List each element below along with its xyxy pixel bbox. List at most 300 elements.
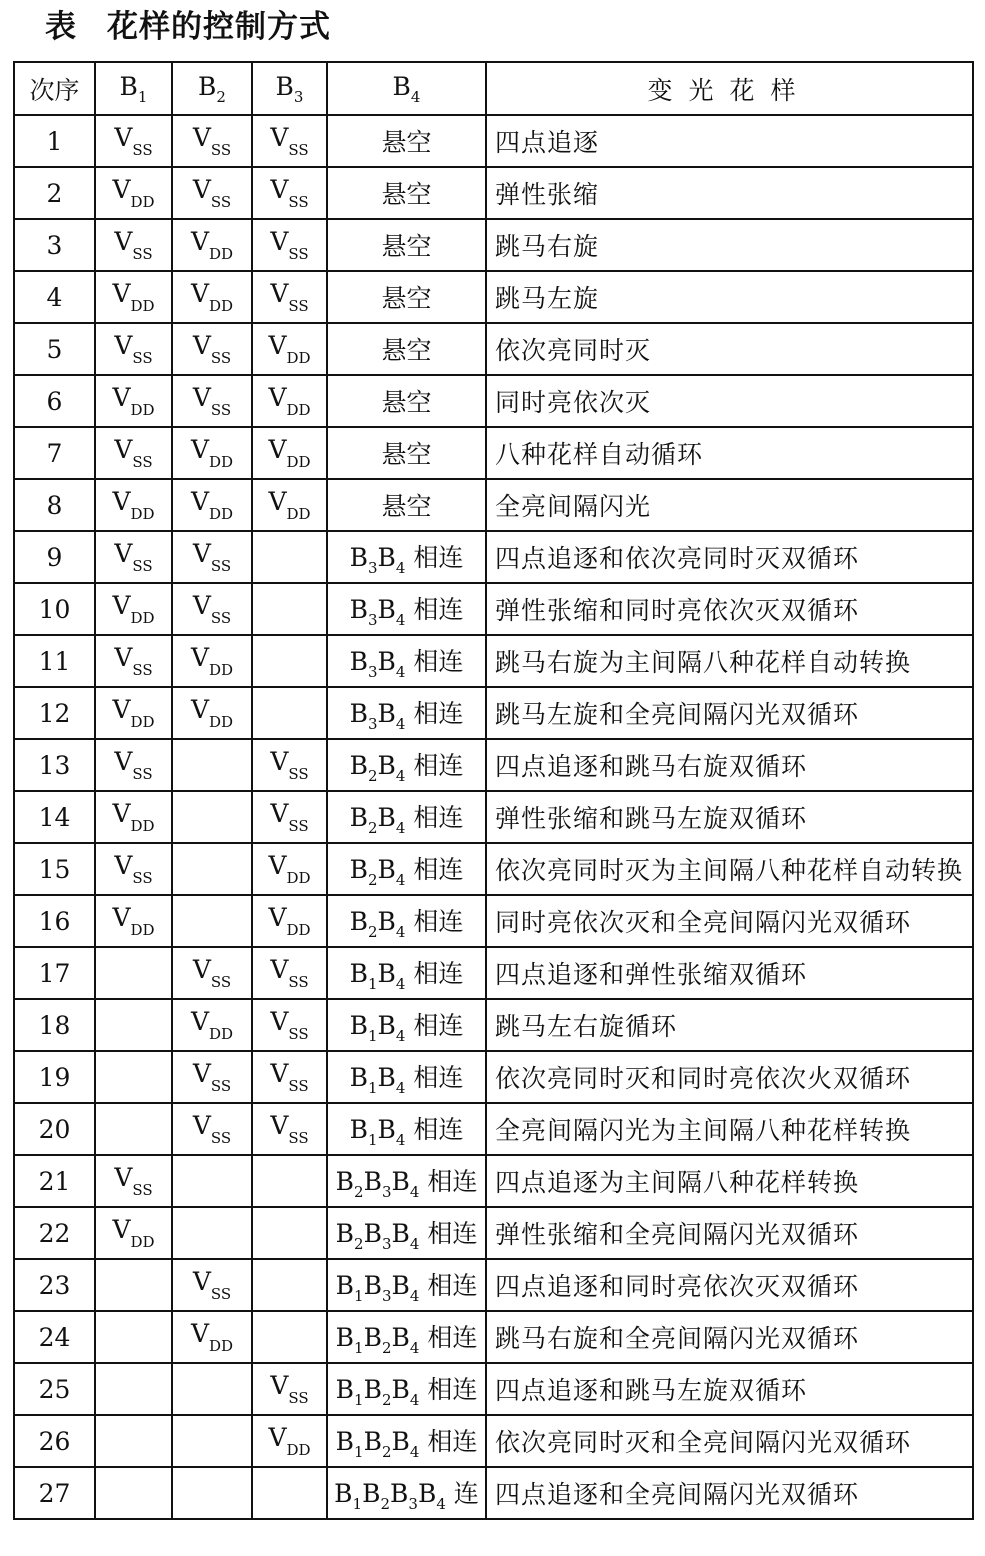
voltage-subscript: SS (132, 869, 153, 887)
voltage-subscript: DD (130, 817, 155, 835)
voltage-subscript: DD (209, 297, 234, 315)
b4-part-subscript: 4 (395, 818, 406, 837)
b4-part-subscript: 1 (354, 1442, 364, 1461)
cell-b4 (327, 739, 486, 791)
cell-b1 (95, 739, 172, 791)
voltage-symbol: V (112, 799, 131, 828)
voltage-symbol: V (190, 1007, 209, 1036)
voltage-subscript: DD (286, 453, 311, 471)
voltage-symbol: V (114, 435, 133, 464)
cell-b4 (327, 1311, 486, 1363)
table-row (14, 167, 973, 219)
voltage-subscript: SS (210, 1129, 232, 1147)
b4-part: B (335, 1218, 355, 1248)
cell-b2 (172, 895, 252, 947)
b4-part: 相连 (405, 750, 464, 780)
cell-b1 (95, 219, 172, 271)
b4-part: B (349, 542, 368, 572)
cell-seq: 8 (14, 479, 95, 531)
cell-seq: 10 (14, 583, 95, 635)
voltage-symbol: V (268, 383, 287, 412)
b4-part: B (335, 1166, 355, 1196)
voltage-symbol: V (112, 383, 131, 412)
table-row (14, 1051, 973, 1103)
cell-seq: 19 (14, 1051, 95, 1103)
b4-part: B (377, 750, 396, 780)
cell-pattern: 四点追逐和跳马右旋双循环 (486, 739, 973, 791)
cell-b4 (327, 1155, 486, 1207)
cell-pattern: 弹性张缩和全亮间隔闪光双循环 (486, 1207, 973, 1259)
table-row (14, 375, 973, 427)
b4-part-subscript: 4 (395, 558, 406, 577)
header-b2-main: B (198, 71, 217, 101)
voltage-symbol: V (268, 331, 287, 360)
b4-part: B (349, 594, 368, 624)
cell-b4 (327, 687, 486, 739)
b4-part-subscript: 3 (367, 610, 378, 629)
table-row (14, 1155, 973, 1207)
b4-part-subscript: 1 (367, 1026, 378, 1045)
b4-part: 悬空 (381, 492, 432, 521)
voltage-symbol: V (190, 487, 209, 516)
cell-b3 (252, 1363, 327, 1415)
cell-b2 (172, 219, 252, 271)
cell-b3 (252, 1207, 327, 1259)
voltage-symbol: V (112, 175, 131, 204)
cell-b1 (95, 843, 172, 895)
voltage-symbol: V (190, 227, 209, 256)
cell-b2 (172, 1259, 252, 1311)
voltage-subscript: DD (130, 401, 155, 419)
title-prefix: 表 (45, 9, 77, 45)
table-row (14, 323, 973, 375)
voltage-subscript: DD (209, 1337, 234, 1355)
b4-part: B (363, 1270, 382, 1300)
b4-part: B (377, 854, 396, 884)
cell-b4 (327, 843, 486, 895)
header-seq-label: 次序 (29, 75, 80, 105)
b4-part-subscript: 4 (409, 1338, 420, 1357)
table-row (14, 531, 973, 583)
cell-b4 (327, 583, 486, 635)
voltage-symbol: V (190, 643, 209, 672)
cell-b1 (95, 947, 172, 999)
b4-part: 相连 (405, 1010, 464, 1040)
voltage-symbol: V (270, 1111, 289, 1140)
b4-part: 相连 (405, 854, 464, 884)
table-row (14, 1207, 973, 1259)
b4-part: B (391, 1374, 410, 1404)
b4-part: 连 (445, 1478, 479, 1508)
cell-pattern: 跳马左右旋循环 (486, 999, 973, 1051)
b4-part: B (349, 646, 368, 676)
b4-part: 相连 (419, 1218, 478, 1248)
cell-seq: 22 (14, 1207, 95, 1259)
b4-part: B (377, 542, 396, 572)
cell-seq: 21 (14, 1155, 95, 1207)
cell-b3 (252, 1051, 327, 1103)
cell-b4 (327, 1051, 486, 1103)
cell-b4 (327, 1467, 486, 1519)
header-b4-main: B (392, 71, 411, 101)
b4-part: 相连 (405, 802, 464, 832)
b4-part-subscript: 3 (367, 558, 378, 577)
b4-part: B (377, 802, 396, 832)
cell-b1 (95, 323, 172, 375)
voltage-subscript: DD (286, 1441, 311, 1459)
cell-b2 (172, 375, 252, 427)
cell-b1 (95, 1207, 172, 1259)
b4-part-subscript: 2 (367, 766, 378, 785)
cell-b3 (252, 531, 327, 583)
cell-b3 (252, 635, 327, 687)
voltage-symbol: V (268, 903, 287, 932)
voltage-symbol: V (270, 227, 289, 256)
voltage-symbol: V (112, 487, 131, 516)
voltage-subscript: DD (209, 245, 234, 263)
b4-part-subscript: 1 (367, 1130, 378, 1149)
b4-part-subscript: 4 (409, 1442, 420, 1461)
cell-seq: 1 (14, 115, 95, 167)
header-b2 (172, 62, 252, 115)
b4-part-subscript: 4 (395, 974, 406, 993)
voltage-subscript: SS (210, 973, 232, 991)
b4-part: B (363, 1218, 382, 1248)
b4-part: B (335, 1374, 355, 1404)
cell-b1 (95, 895, 172, 947)
voltage-symbol: V (114, 539, 133, 568)
voltage-symbol: V (114, 643, 133, 672)
b4-part: B (377, 594, 396, 624)
voltage-subscript: SS (210, 349, 232, 367)
cell-b4 (327, 635, 486, 687)
voltage-symbol: V (192, 123, 211, 152)
voltage-symbol: V (192, 1267, 211, 1296)
voltage-subscript: SS (132, 245, 153, 263)
b4-part-subscript: 4 (409, 1182, 420, 1201)
cell-seq: 17 (14, 947, 95, 999)
cell-b2 (172, 323, 252, 375)
cell-b1 (95, 1155, 172, 1207)
b4-part-subscript: 2 (367, 818, 378, 837)
b4-part: B (391, 1426, 410, 1456)
b4-part: B (349, 750, 368, 780)
cell-b3 (252, 167, 327, 219)
cell-pattern: 弹性张缩和同时亮依次灭双循环 (486, 583, 973, 635)
voltage-subscript: DD (130, 609, 155, 627)
voltage-subscript: DD (286, 921, 311, 939)
voltage-symbol: V (190, 695, 209, 724)
cell-pattern: 同时亮依次灭 (486, 375, 973, 427)
cell-b4 (327, 1207, 486, 1259)
cell-seq: 6 (14, 375, 95, 427)
voltage-symbol: V (114, 227, 133, 256)
b4-part: B (334, 1478, 353, 1508)
b4-part: 相连 (419, 1270, 478, 1300)
header-b1 (95, 62, 172, 115)
b4-part-subscript: 3 (367, 662, 378, 681)
cell-b3 (252, 1155, 327, 1207)
header-b1-main: B (119, 71, 138, 101)
table-row (14, 1103, 973, 1155)
voltage-subscript: SS (132, 765, 153, 783)
header-b3 (252, 62, 327, 115)
b4-part: 悬空 (381, 128, 432, 157)
b4-part: 相连 (419, 1426, 478, 1456)
voltage-symbol: V (114, 1163, 133, 1192)
cell-b4 (327, 167, 486, 219)
voltage-subscript: SS (288, 1077, 309, 1095)
voltage-subscript: DD (286, 401, 311, 419)
voltage-symbol: V (112, 279, 131, 308)
b4-part: 悬空 (381, 388, 432, 417)
voltage-subscript: SS (210, 1077, 232, 1095)
voltage-symbol: V (268, 487, 287, 516)
b4-part: B (377, 646, 396, 676)
voltage-symbol: V (112, 903, 131, 932)
b4-part: 相连 (419, 1166, 478, 1196)
header-b1-sub: 1 (137, 87, 148, 106)
table-row (14, 843, 973, 895)
voltage-subscript: SS (288, 1129, 309, 1147)
b4-part-subscript: 1 (354, 1286, 364, 1305)
cell-seq: 13 (14, 739, 95, 791)
voltage-symbol: V (270, 1007, 289, 1036)
voltage-subscript: SS (288, 765, 309, 783)
b4-part: B (349, 958, 368, 988)
table-row (14, 219, 973, 271)
cell-b1 (95, 375, 172, 427)
header-b4 (327, 62, 486, 115)
cell-pattern: 四点追逐和全亮间隔闪光双循环 (486, 1467, 973, 1519)
cell-b1 (95, 1103, 172, 1155)
cell-b3 (252, 843, 327, 895)
voltage-subscript: SS (132, 557, 153, 575)
b4-part: B (349, 906, 368, 936)
cell-pattern: 八种花样自动循环 (486, 427, 973, 479)
cell-pattern: 四点追逐和依次亮同时灭双循环 (486, 531, 973, 583)
cell-b2 (172, 947, 252, 999)
voltage-symbol: V (270, 175, 289, 204)
header-seq (14, 62, 95, 115)
b4-part: B (390, 1478, 409, 1508)
cell-b3 (252, 947, 327, 999)
table-body (14, 115, 973, 1519)
voltage-symbol: V (192, 1059, 211, 1088)
cell-b3 (252, 1415, 327, 1467)
table-row (14, 895, 973, 947)
cell-b1 (95, 1051, 172, 1103)
cell-pattern: 弹性张缩 (486, 167, 973, 219)
voltage-subscript: SS (288, 193, 309, 211)
b4-part-subscript: 3 (381, 1182, 392, 1201)
cell-pattern: 跳马左旋和全亮间隔闪光双循环 (486, 687, 973, 739)
cell-b1 (95, 791, 172, 843)
cell-b3 (252, 895, 327, 947)
header-row (14, 62, 973, 115)
cell-seq: 24 (14, 1311, 95, 1363)
cell-b2 (172, 1311, 252, 1363)
voltage-subscript: SS (288, 141, 309, 159)
voltage-subscript: DD (130, 713, 155, 731)
voltage-subscript: SS (288, 297, 309, 315)
b4-part: B (349, 854, 368, 884)
voltage-symbol: V (268, 435, 287, 464)
b4-part: B (363, 1374, 382, 1404)
cell-b3 (252, 687, 327, 739)
voltage-symbol: V (114, 123, 133, 152)
header-b3-sub: 3 (293, 87, 304, 106)
cell-b2 (172, 427, 252, 479)
cell-b4 (327, 1259, 486, 1311)
b4-part: B (391, 1322, 410, 1352)
voltage-symbol: V (270, 1059, 289, 1088)
voltage-subscript: DD (209, 661, 234, 679)
voltage-symbol: V (270, 1371, 289, 1400)
b4-part-subscript: 4 (395, 766, 406, 785)
cell-b4 (327, 531, 486, 583)
cell-seq: 2 (14, 167, 95, 219)
b4-part-subscript: 4 (395, 1026, 406, 1045)
b4-part: 悬空 (381, 336, 432, 365)
b4-part: 相连 (405, 906, 464, 936)
table-row (14, 1415, 973, 1467)
b4-part: B (377, 698, 396, 728)
b4-part-subscript: 3 (381, 1286, 392, 1305)
voltage-symbol: V (112, 1215, 131, 1244)
b4-part-subscript: 4 (409, 1286, 420, 1305)
cell-b3 (252, 1259, 327, 1311)
b4-part-subscript: 4 (395, 1130, 406, 1149)
b4-part-subscript: 1 (354, 1338, 364, 1357)
voltage-subscript: SS (132, 1181, 153, 1199)
voltage-subscript: DD (209, 505, 234, 523)
cell-b1 (95, 1467, 172, 1519)
voltage-subscript: SS (210, 193, 232, 211)
voltage-subscript: SS (210, 1285, 232, 1303)
cell-pattern: 四点追逐和同时亮依次灭双循环 (486, 1259, 973, 1311)
voltage-symbol: V (114, 331, 133, 360)
table-row (14, 427, 973, 479)
cell-b2 (172, 1155, 252, 1207)
cell-seq: 3 (14, 219, 95, 271)
voltage-subscript: SS (288, 1389, 309, 1407)
voltage-subscript: SS (210, 401, 232, 419)
cell-seq: 23 (14, 1259, 95, 1311)
voltage-symbol: V (268, 1423, 287, 1452)
b4-part: 相连 (405, 958, 464, 988)
cell-b1 (95, 1311, 172, 1363)
cell-b1 (95, 167, 172, 219)
b4-part-subscript: 3 (408, 1494, 418, 1513)
cell-b2 (172, 791, 252, 843)
b4-part-subscript: 2 (354, 1182, 364, 1201)
b4-part-subscript: 4 (395, 610, 406, 629)
cell-pattern: 同时亮依次灭和全亮间隔闪光双循环 (486, 895, 973, 947)
voltage-symbol: V (268, 851, 287, 880)
b4-part-subscript: 1 (352, 1494, 363, 1513)
b4-part: 相连 (405, 542, 464, 572)
cell-b1 (95, 479, 172, 531)
cell-b1 (95, 427, 172, 479)
cell-pattern: 依次亮同时灭为主间隔八种花样自动转换 (486, 843, 973, 895)
cell-seq: 18 (14, 999, 95, 1051)
b4-part: 悬空 (381, 180, 432, 209)
cell-pattern: 跳马右旋为主间隔八种花样自动转换 (486, 635, 973, 687)
cell-b4 (327, 323, 486, 375)
table-row (14, 999, 973, 1051)
cell-b2 (172, 843, 252, 895)
cell-b2 (172, 531, 252, 583)
b4-part: B (349, 1010, 368, 1040)
cell-b1 (95, 1259, 172, 1311)
b4-part: B (335, 1426, 355, 1456)
cell-b1 (95, 1363, 172, 1415)
header-pattern (486, 62, 973, 115)
voltage-symbol: V (192, 383, 211, 412)
b4-part: B (335, 1270, 355, 1300)
cell-b3 (252, 323, 327, 375)
cell-b3 (252, 479, 327, 531)
table-row (14, 271, 973, 323)
b4-part: 相连 (405, 594, 464, 624)
voltage-symbol: V (190, 435, 209, 464)
voltage-subscript: SS (288, 973, 309, 991)
voltage-subscript: DD (130, 193, 155, 211)
voltage-subscript: DD (130, 297, 155, 315)
cell-b2 (172, 687, 252, 739)
title-text: 花样的控制方式 (107, 9, 331, 45)
b4-part: 相连 (419, 1322, 478, 1352)
b4-part: 悬空 (381, 284, 432, 313)
cell-b2 (172, 479, 252, 531)
cell-seq: 9 (14, 531, 95, 583)
cell-b2 (172, 1103, 252, 1155)
b4-part-subscript: 2 (367, 870, 378, 889)
cell-b3 (252, 1467, 327, 1519)
cell-pattern: 全亮间隔闪光为主间隔八种花样转换 (486, 1103, 973, 1155)
cell-b3 (252, 427, 327, 479)
voltage-subscript: SS (210, 141, 232, 159)
b4-part: B (391, 1218, 410, 1248)
cell-b2 (172, 115, 252, 167)
cell-b4 (327, 999, 486, 1051)
cell-b4 (327, 947, 486, 999)
voltage-subscript: DD (130, 921, 155, 939)
table-row (14, 947, 973, 999)
cell-seq: 16 (14, 895, 95, 947)
voltage-subscript: DD (130, 505, 155, 523)
table-row (14, 583, 973, 635)
table-row (14, 479, 973, 531)
b4-part-subscript: 2 (367, 922, 378, 941)
voltage-subscript: SS (288, 245, 309, 263)
b4-part: B (363, 1322, 382, 1352)
table-row (14, 635, 973, 687)
cell-seq: 26 (14, 1415, 95, 1467)
cell-b3 (252, 739, 327, 791)
cell-b4 (327, 427, 486, 479)
cell-b1 (95, 687, 172, 739)
voltage-symbol: V (270, 747, 289, 776)
cell-b4 (327, 479, 486, 531)
b4-part: B (391, 1270, 410, 1300)
b4-part: B (417, 1478, 437, 1508)
cell-b4 (327, 375, 486, 427)
cell-pattern: 四点追逐 (486, 115, 973, 167)
cell-pattern: 跳马右旋 (486, 219, 973, 271)
voltage-subscript: SS (132, 453, 153, 471)
